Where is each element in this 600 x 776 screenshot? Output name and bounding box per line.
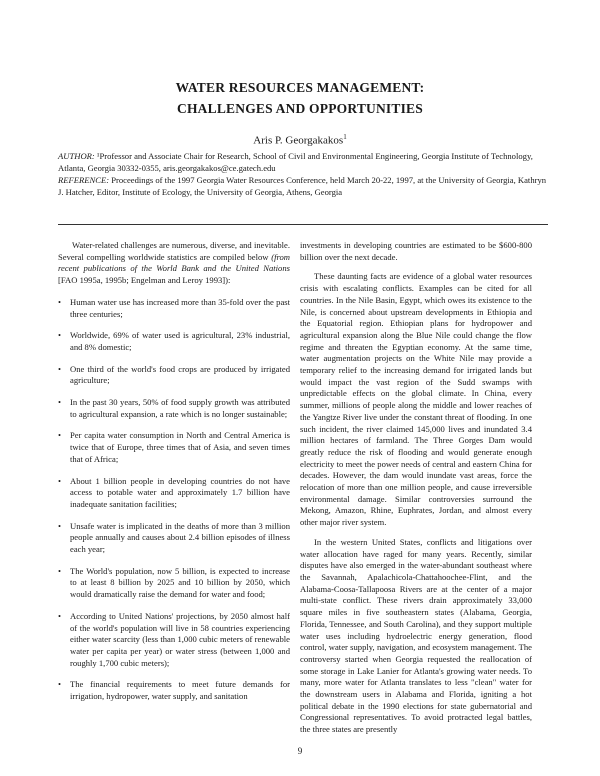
bullet-item (58, 521, 290, 556)
bullet-text: The financial requirements to meet future demands for irrigation, hydropower, water supply, and sanitation (70, 679, 290, 702)
bullet-dot: • (58, 296, 62, 307)
bullet-text: Human water use has increased more than 35-fold over the past three centuries; (70, 296, 290, 319)
bullet-text: Worldwide, 69% of water used is agricultural, 23% industrial, and 8% domestic; (70, 330, 290, 352)
paper-title-line-2: CHALLENGES AND OPPORTUNITIES (177, 101, 423, 116)
body-paragraph: These daunting facts are evidence of a global water resources crisis with escalating conflicts. Examples can be cited for all countries. In the Nile Basin, Egypt, which owes its existence to the Nile, is concerned about upstream developments in Ethiopia and the Equatorial region. Ethiopian plans for hydropower and agricultural expansion along the Blue Nile could change the flow regime and threaten the Egyptian economy. At the same time, water augmentation projects on the White Nile may provide a temporary relief to the increasing demand for irrigated lands but would impact the vast region of the Sudd swamps with unpredictable effects on the global climate. In China, every summer, millions of people along the middle and lower reaches of the Yangtze River live under the constant threat of flooding. In one such incident, the river claimed 145,000 lives and inundated 3.4 million hectares of farmland. The Three Gorges Dam would greatly reduce the risk of flooding and would generate enough electricity to meet the power needs of central and eastern China for decades. However, the dam would inundate vast areas, force the relocation of more than one million people, and cause irreversible environmental damage. Similar controversies surround the Mekong, Amazon, Rhine, Euphrates, Jordan, and almost every other major river system. (300, 271, 532, 528)
bullet-dot: • (58, 363, 62, 374)
bullet-text: Unsafe water is implicated in the deaths of more than 3 million people annually and causes about 2.4 billion episodes of illness each year; (70, 520, 290, 555)
author-label: AUTHOR: (58, 151, 95, 161)
body-paragraph: In the western United States, conflicts and litigations over water allocation have raged for many years. Recently, similar disputes have also emerged in the water-abundant southeast where the Savannah, Apalachicola-Chattahoochee-Flint, and the Alabama-Coosa-Tallapoosa Rivers are at the center of a major multi-state conflict. These rivers drain approximately 33,000 square miles in five southeastern states (Alabama, Georgia, Florida, Tennessee, and South Carolina), and they support multiple water uses including hydroelectric energy generation, flood control, water supply, navigation, and ecosystem management. The controversy started when Georgia requested the reallocation of some storage in Lake Lanier for Atlanta's growing water needs. To many, more water for Atlanta translates to less "clean" water for the downstream users in Alabama and Florida, igniting a hot political debate in the 1990 elections for state gubernatorial and Congressional representatives. To avoid protracted legal battles, the three states are presently (300, 536, 532, 735)
intro-text-italic: (from recent publications of the World Bank and the United Nations (58, 251, 290, 274)
bullet-item (58, 611, 290, 670)
paper-header-info (58, 150, 548, 198)
bullet-dot: • (58, 610, 62, 621)
reference-label: REFERENCE: (58, 175, 110, 185)
reference-text: Proceedings of the 1997 Georgia Water Resources Conference, held March 20-22, 1997, at the University of Georgia, Kathryn J. Hatcher, Editor, Institute of Ecology, the University of Georgia, Athens, Georgia (58, 175, 547, 197)
bullet-item (58, 364, 290, 387)
bullet-dot: • (58, 565, 62, 576)
page-number: 9 (297, 746, 303, 756)
author-affiliation-text: ¹Professor and Associate Chair for Research, School of Civil and Environmental Engineering, Georgia Institute of Technology, Atlanta, Georgia 30332-0355, aris.georgakakos@ce.gatech.edu (58, 151, 533, 173)
reference-citation (58, 174, 548, 198)
bullet-item (58, 330, 290, 353)
author-name-text: Aris P. Georgakakos (253, 134, 344, 147)
bullet-dot: • (58, 330, 62, 341)
bullet-text: About 1 billion people in developing countries do not have access to potable water and approximately 1.7 billion have inadequate sanitation facilities; (70, 475, 290, 509)
bullet-item (58, 430, 290, 465)
left-column (58, 240, 290, 703)
body-paragraph: investments in developing countries are estimated to be $600-800 billion over the next decade. (300, 240, 532, 262)
intro-paragraph (58, 240, 290, 287)
bullet-text: In the past 30 years, 50% of food supply growth was attributed to agricultural expansion, a rate which is no longer sustainable; (70, 397, 290, 419)
bullet-dot: • (58, 475, 62, 486)
paper-title-line-1: WATER RESOURCES MANAGEMENT: (175, 80, 425, 95)
author-affiliation (58, 150, 548, 174)
statistics-bullet-list (58, 297, 290, 703)
bullet-item (58, 297, 290, 320)
bullet-text: One third of the world's food crops are produced by irrigated agriculture; (70, 363, 290, 386)
header-divider (58, 224, 548, 225)
bullet-dot: • (58, 430, 62, 441)
bullet-item (58, 397, 290, 420)
bullet-item (58, 476, 290, 511)
right-column (300, 240, 532, 736)
bullet-dot: • (58, 520, 62, 531)
bullet-text: Per capita water consumption in North and Central America is twice that of Europe, three times that of Asia, and seven times that of Africa; (70, 430, 290, 464)
bullet-dot: • (58, 397, 62, 408)
intro-text-a: Water-related challenges are numerous, diverse, and inevitable. Several compelling worldwide statistics are compiled below (58, 240, 290, 262)
author-name (0, 133, 600, 147)
bullet-item (58, 679, 290, 702)
bullet-text: According to United Nations' projections, by 2050 almost half of the world's population will live in 58 countries experiencing either water scarcity (less than 1,000 cubic meters of renewable water per capita per year) or water stress (between 1,000 and roughly 1,700 cubic meters); (70, 610, 290, 668)
bullet-text: The World's population, now 5 billion, is expected to increase to at least 8 billion by 2025 and 10 billion by 2050, which would dramatically raise the demand for water and food; (70, 565, 290, 600)
bullet-dot: • (58, 679, 62, 690)
intro-text-b: [FAO 1995a, 1995b; Engelman and Leroy 1993]): (58, 275, 231, 286)
bullet-item (58, 566, 290, 601)
author-footnote-mark: 1 (343, 133, 347, 141)
